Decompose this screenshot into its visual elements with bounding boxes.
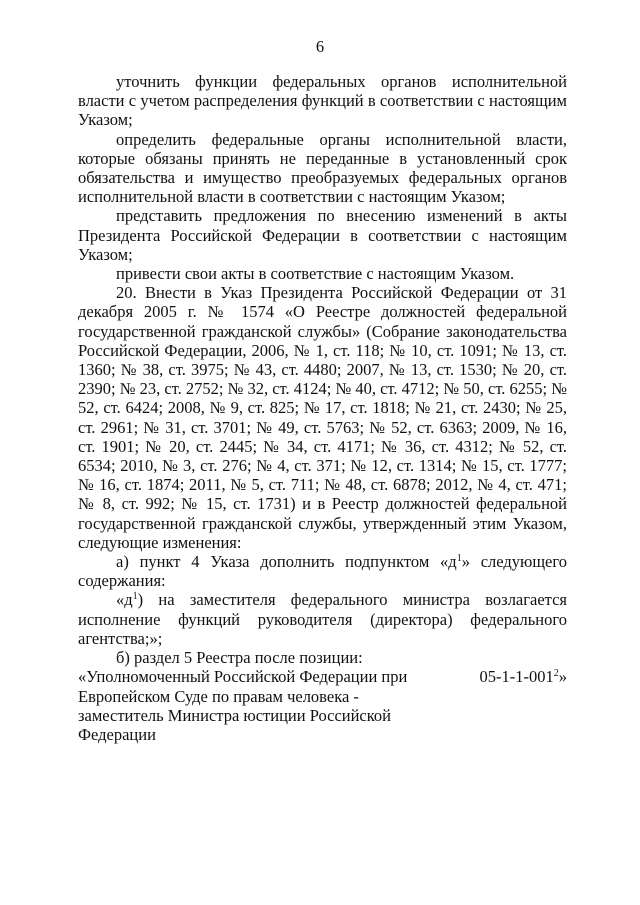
page-number: 6 bbox=[315, 37, 325, 56]
position-code-close-quote: » bbox=[558, 667, 567, 687]
paragraph-bring-acts: привести свои акты в соответствие с настоящим Указом. bbox=[116, 264, 515, 284]
paragraph-item-20: 20. Внести в Указ Президента Российской Федерации от 31 декабря 2005 г. № 1574 «О Реестре должностей федеральной государственной гражданской службы» (Собрание законодательства Российской Федерации, 2006, № 1, ст. 118; № 10, ст. 1091; № 13, ст. 1360; № 38, ст. 3975; № 43, ст. 4480; 2007, № 13, ст. 1530; № 20, ст. 2390; № 23, ст. 2752; № 32, ст. 4124; № 40, ст. 4712; № 50, ст. 6255; № 52, ст. 6424; 2008, № 9, ст. 825; № 17, ст. 1818; № 21, ст. 2430; № 25, ст. 2961; № 31, ст. 3701; № 49, ст. 5763; № 52, ст. 6363; 2009, № 16, ст. 1901; № 20, ст. 2445; № 34, ст. 4171; № 36, ст. 4312; № 52, ст. 6534; 2010, № 3, ст. 276; № 4, ст. 371; № 12, ст. 1314; № 15, ст. 1777; № 16, ст. 1874; 2011, № 5, ст. 711; № 48, ст. 6878; 2012, № 4, ст. 471; № 8, ст. 992; № 15, ст. 1731) и в Реестр должностей федеральной государственной гражданской службы, утвержденный этим Указом, следующие изменения: bbox=[78, 283, 567, 552]
registry-position bbox=[78, 667, 567, 744]
position-title-line: заместитель Министра юстиции Российской bbox=[78, 705, 392, 725]
quote-d1-text-after: ) на заместителя федерального министра возлагается исполнение функций руководителя (директора) федерального агентства;»; bbox=[78, 590, 567, 648]
paragraph-submit-proposals: представить предложения по внесению изменений в акты Президента Российской Федерации в соответствии с настоящим Указом; bbox=[78, 206, 567, 264]
paragraph-determine-bodies: определить федеральные органы исполнительной власти, которые обязаны принять не переданные в установленный срок обязательства и имущество преобразуемых федеральных органов исполнительной власти в соответствии с настоящим Указом; bbox=[78, 129, 567, 207]
item-a-text-after: » следующего содержания: bbox=[78, 552, 567, 591]
quote-d1-superscript: 1 bbox=[132, 591, 138, 603]
item-a-text-before: а) пункт 4 Указа дополнить подпунктом «д bbox=[116, 552, 457, 572]
document-body bbox=[78, 72, 567, 744]
paragraph-clarify-functions: уточнить функции федеральных органов исполнительной власти с учетом распределения функций в соответствии с настоящим Указом; bbox=[78, 72, 567, 130]
paragraph-quote-d1 bbox=[78, 590, 567, 648]
position-title-line: «Уполномоченный Российской Федерации при bbox=[78, 667, 408, 687]
quote-d1-text-before: «д bbox=[116, 590, 133, 610]
position-code bbox=[480, 667, 567, 686]
position-title-line: Федерации bbox=[78, 724, 156, 744]
position-code-number: 05-1-1-001 bbox=[479, 667, 554, 687]
paragraph-item-b: б) раздел 5 Реестра после позиции: bbox=[116, 648, 363, 668]
position-title-line: Европейском Суде по правам человека - bbox=[78, 686, 359, 706]
position-title bbox=[78, 667, 408, 744]
paragraph-item-a bbox=[78, 552, 567, 590]
position-code-superscript: 2 bbox=[553, 668, 559, 680]
item-a-superscript: 1 bbox=[456, 553, 462, 565]
